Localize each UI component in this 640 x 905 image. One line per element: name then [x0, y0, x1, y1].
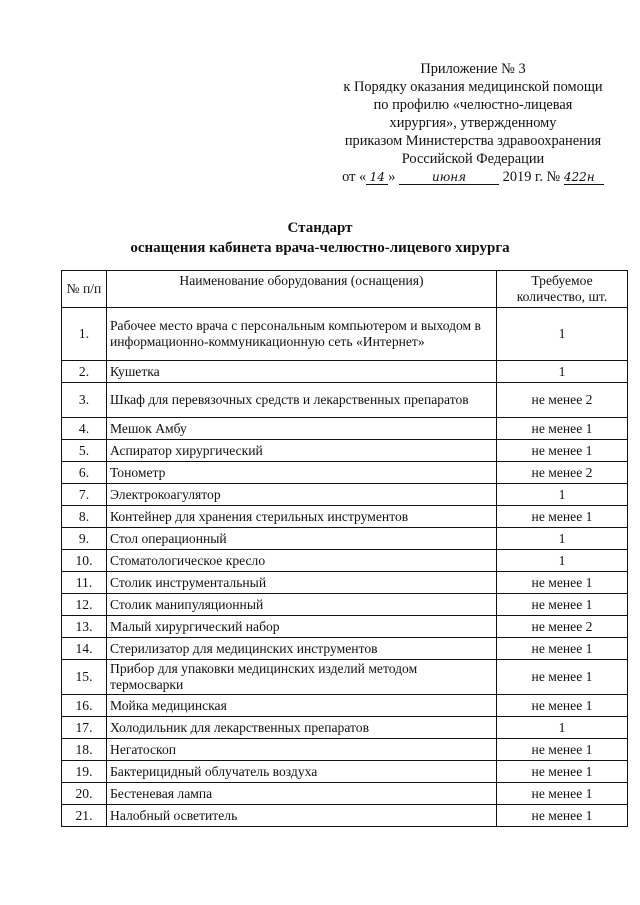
row-name: Холодильник для лекарственных препаратов	[107, 717, 497, 739]
appendix-line-2: к Порядку оказания медицинской помощи	[343, 79, 603, 95]
row-num: 9.	[62, 528, 107, 550]
row-num: 13.	[62, 616, 107, 638]
row-num: 6.	[62, 462, 107, 484]
row-name: Налобный осветитель	[107, 805, 497, 827]
appendix-line-6: Российской Федерации	[401, 151, 545, 167]
date-mid: »	[388, 169, 396, 185]
row-name: Шкаф для перевязочных средств и лекарственных препаратов	[107, 383, 497, 418]
row-qty: не менее 1	[497, 418, 628, 440]
row-num: 4.	[62, 418, 107, 440]
row-qty: не менее 1	[497, 805, 628, 827]
row-num: 12.	[62, 594, 107, 616]
table-header-row	[62, 271, 628, 308]
table-row	[62, 462, 628, 484]
row-num: 17.	[62, 717, 107, 739]
row-qty: не менее 1	[497, 739, 628, 761]
row-num: 10.	[62, 550, 107, 572]
row-name: Бестеневая лампа	[107, 783, 497, 805]
row-name: Столик инструментальный	[107, 572, 497, 594]
appendix-date-line	[318, 168, 628, 186]
equipment-table	[61, 270, 628, 827]
appendix-line-4: хирургия», утвержденному	[389, 115, 557, 131]
row-qty: 1	[497, 550, 628, 572]
row-name: Контейнер для хранения стерильных инструментов	[107, 506, 497, 528]
row-num: 1.	[62, 308, 107, 361]
row-qty: 1	[497, 528, 628, 550]
date-month-handwritten: июня	[399, 170, 499, 185]
row-qty: не менее 2	[497, 616, 628, 638]
table-row	[62, 594, 628, 616]
table-row	[62, 484, 628, 506]
row-name: Негатоскоп	[107, 739, 497, 761]
table-row	[62, 308, 628, 361]
date-year: 2019 г. №	[502, 169, 561, 185]
table-row	[62, 717, 628, 739]
row-name: Мешок Амбу	[107, 418, 497, 440]
appendix-line-3: по профилю «челюстно-лицевая	[373, 97, 573, 113]
row-num: 8.	[62, 506, 107, 528]
row-num: 7.	[62, 484, 107, 506]
date-prefix: от «	[342, 169, 367, 185]
row-num: 15.	[62, 660, 107, 695]
row-name: Стол операционный	[107, 528, 497, 550]
row-name: Рабочее место врача с персональным компьютером и выходом в информационно-коммуникационную сеть «Интернет»	[107, 308, 497, 361]
row-qty: не менее 1	[497, 506, 628, 528]
row-num: 3.	[62, 383, 107, 418]
row-name: Столик манипуляционный	[107, 594, 497, 616]
title-line-1: Стандарт	[287, 220, 353, 236]
row-qty: 1	[497, 361, 628, 383]
row-name: Электрокоагулятор	[107, 484, 497, 506]
table-row	[62, 440, 628, 462]
appendix-line-5: приказом Министерства здравоохранения	[344, 133, 602, 149]
date-day-handwritten: 14	[366, 170, 388, 185]
row-name: Малый хирургический набор	[107, 616, 497, 638]
table-row	[62, 761, 628, 783]
row-name: Прибор для упаковки медицинских изделий методом термосварки	[107, 660, 497, 695]
appendix-number: Приложение № 3	[420, 61, 526, 77]
row-qty: не менее 1	[497, 572, 628, 594]
table-row	[62, 805, 628, 827]
row-num: 20.	[62, 783, 107, 805]
row-num: 2.	[62, 361, 107, 383]
row-num: 11.	[62, 572, 107, 594]
appendix-header	[318, 60, 628, 186]
table-row	[62, 506, 628, 528]
row-qty: не менее 1	[497, 660, 628, 695]
row-num: 18.	[62, 739, 107, 761]
table-row	[62, 550, 628, 572]
row-qty: не менее 1	[497, 695, 628, 717]
row-qty: не менее 2	[497, 383, 628, 418]
row-name: Бактерицидный облучатель воздуха	[107, 761, 497, 783]
table-row	[62, 418, 628, 440]
table-row	[62, 638, 628, 660]
row-num: 5.	[62, 440, 107, 462]
table-row	[62, 739, 628, 761]
row-qty: 1	[497, 484, 628, 506]
order-number-handwritten: 422н	[564, 170, 604, 185]
row-name: Кушетка	[107, 361, 497, 383]
table-row	[62, 572, 628, 594]
row-qty: не менее 2	[497, 462, 628, 484]
row-name: Стоматологическое кресло	[107, 550, 497, 572]
row-qty: не менее 1	[497, 594, 628, 616]
table-row	[62, 783, 628, 805]
header-name: Наименование оборудования (оснащения)	[107, 271, 497, 308]
row-qty: не менее 1	[497, 783, 628, 805]
row-name: Аспиратор хирургический	[107, 440, 497, 462]
row-qty: не менее 1	[497, 638, 628, 660]
row-name: Тонометр	[107, 462, 497, 484]
title-line-2: оснащения кабинета врача-челюстно-лицевого хирурга	[130, 240, 510, 256]
row-qty: 1	[497, 308, 628, 361]
header-num: № п/п	[62, 271, 107, 308]
header-qty: Требуемое количество, шт.	[497, 271, 628, 308]
document-title	[0, 218, 640, 258]
table-row	[62, 660, 628, 695]
row-qty: 1	[497, 717, 628, 739]
row-num: 21.	[62, 805, 107, 827]
table-row	[62, 361, 628, 383]
row-name: Стерилизатор для медицинских инструментов	[107, 638, 497, 660]
row-qty: не менее 1	[497, 761, 628, 783]
table-row	[62, 383, 628, 418]
table-row	[62, 695, 628, 717]
row-num: 16.	[62, 695, 107, 717]
row-qty: не менее 1	[497, 440, 628, 462]
table-row	[62, 616, 628, 638]
row-name: Мойка медицинская	[107, 695, 497, 717]
table-row	[62, 528, 628, 550]
row-num: 19.	[62, 761, 107, 783]
row-num: 14.	[62, 638, 107, 660]
